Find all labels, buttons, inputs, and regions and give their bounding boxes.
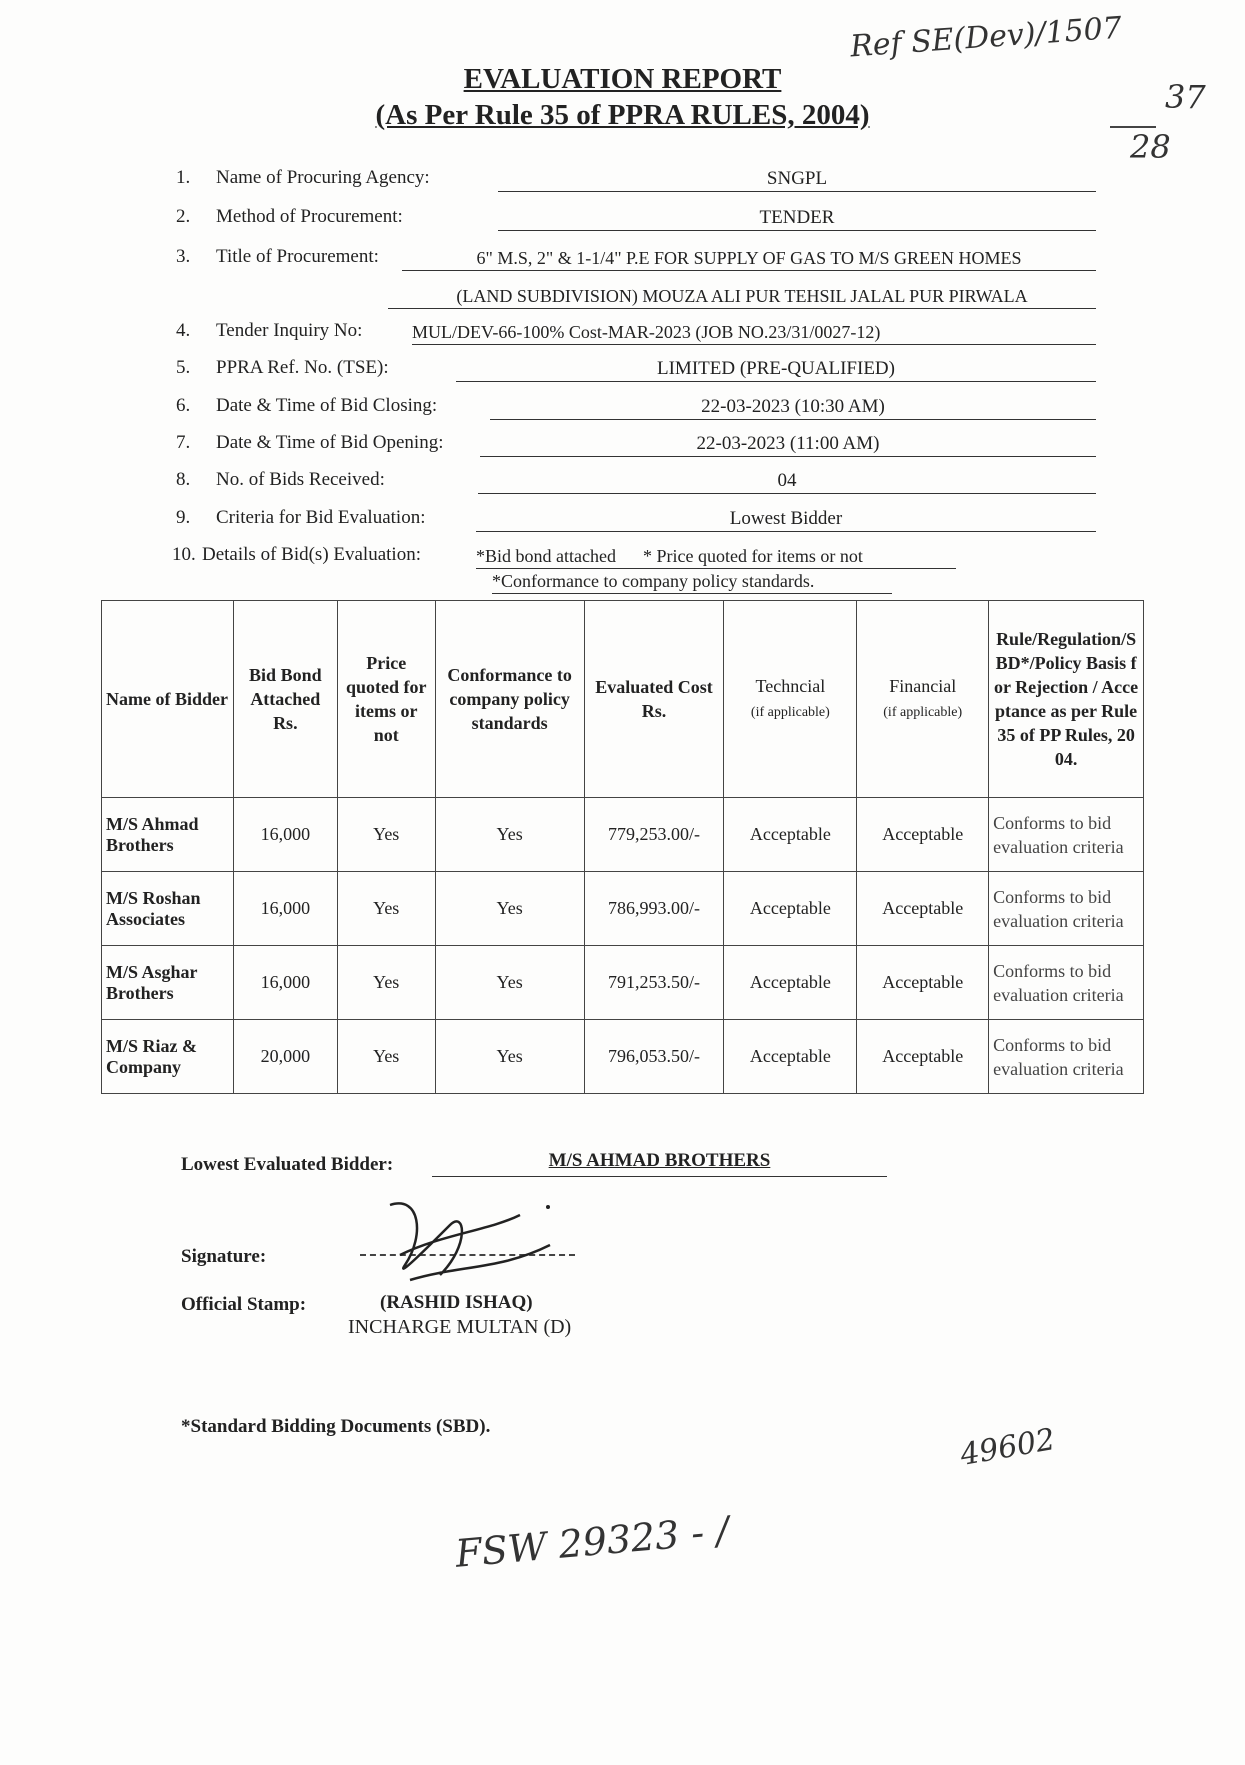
report-title: EVALUATION REPORT: [463, 63, 782, 95]
bid-bond: 16,000: [233, 872, 337, 946]
table-row: [102, 798, 1144, 872]
header-financial-sub: (if applicable): [883, 704, 963, 720]
basis: Conforms to bid evaluation criteria: [989, 1020, 1144, 1094]
field-ppra-ref-no: [176, 357, 1096, 389]
header-technical-label: Techncial: [755, 675, 826, 696]
field-value-continued: (LAND SUBDIVISION) MOUZA ALI PUR TEHSIL JALAL PUR PIRWALA: [388, 284, 1096, 309]
lowest-bidder-label: Lowest Evaluated Bidder:: [181, 1154, 394, 1175]
table-header-row: [102, 601, 1144, 798]
evaluated-cost: 786,993.00/-: [584, 872, 724, 946]
price-quoted: Yes: [337, 798, 435, 872]
field-tender-inquiry-no: [176, 320, 1096, 352]
signer-name: (RASHID ISHAQ): [380, 1292, 533, 1313]
header-evaluated-cost: Evaluated Cost Rs.: [584, 601, 724, 798]
field-label: PPRA Ref. No. (TSE):: [216, 357, 389, 378]
field-value: 04: [478, 469, 1096, 494]
field-value: SNGPL: [498, 167, 1096, 192]
bid-bond: 20,000: [233, 1020, 337, 1094]
header-technical: [724, 601, 857, 798]
handwritten-note-bottom: FSW 29323 - /: [453, 1508, 731, 1576]
conformance: Yes: [435, 1020, 584, 1094]
basis: Conforms to bid evaluation criteria: [989, 946, 1144, 1020]
field-number: 10.: [172, 544, 196, 565]
field-value: *Bid bond attached * Price quoted for items or not: [476, 544, 956, 569]
bid-bond: 16,000: [233, 798, 337, 872]
basis: Conforms to bid evaluation criteria: [989, 872, 1144, 946]
evaluated-cost: 796,053.50/-: [584, 1020, 724, 1094]
field-value: 22-03-2023 (11:00 AM): [480, 432, 1096, 457]
price-quoted: Yes: [337, 872, 435, 946]
price-quoted: Yes: [337, 1020, 435, 1094]
financial: Acceptable: [857, 798, 989, 872]
field-bids-received: [176, 469, 1096, 501]
header-financial-label: Financial: [889, 675, 957, 696]
header-price-quoted: Price quoted for items or not: [337, 601, 435, 798]
field-procuring-agency: [176, 167, 1096, 199]
field-value: Lowest Bidder: [476, 507, 1096, 532]
field-value-continued: *Conformance to company policy standards.: [492, 569, 892, 594]
lowest-bidder-value: M/S AHMAD BROTHERS: [432, 1150, 887, 1177]
header-name-of-bidder: Name of Bidder: [102, 601, 234, 798]
financial: Acceptable: [857, 946, 989, 1020]
financial: Acceptable: [857, 872, 989, 946]
bidder-name: M/S Riaz & Company: [102, 1020, 234, 1094]
field-label: No. of Bids Received:: [216, 469, 385, 490]
signature-label: Signature:: [181, 1246, 267, 1267]
field-number: 9.: [176, 507, 191, 528]
evaluated-cost: 791,253.50/-: [584, 946, 724, 1020]
table-row: [102, 872, 1144, 946]
field-bid-opening: [176, 432, 1096, 464]
field-value: 22-03-2023 (10:30 AM): [490, 395, 1096, 420]
field-number: 8.: [176, 469, 191, 490]
field-method-of-procurement: [176, 206, 1096, 238]
technical: Acceptable: [724, 946, 857, 1020]
field-value: LIMITED (PRE-QUALIFIED): [456, 357, 1096, 382]
handwritten-reference: Ref SE(Dev)/1507: [849, 10, 1123, 65]
handwritten-page-number-bottom: 28: [1130, 128, 1171, 166]
field-number: 2.: [176, 206, 191, 227]
table-row: [102, 946, 1144, 1020]
field-label: Title of Procurement:: [216, 246, 379, 267]
field-value: 6" M.S, 2" & 1-1/4" P.E FOR SUPPLY OF GAS TO M/S GREEN HOMES: [402, 246, 1096, 271]
header-basis: Rule/Regulation/SBD*/Policy Basis for Rejection / Acceptance as per Rule 35 of PP Rules, 2004.: [989, 601, 1144, 798]
field-number: 5.: [176, 357, 191, 378]
field-label: Date & Time of Bid Closing:: [216, 395, 438, 416]
bid-evaluation-table: [101, 600, 1144, 1094]
field-label: Name of Procuring Agency:: [216, 167, 430, 188]
report-subtitle: (As Per Rule 35 of PPRA RULES, 2004): [375, 99, 870, 131]
price-quoted: Yes: [337, 946, 435, 1020]
bid-bond: 16,000: [233, 946, 337, 1020]
basis: Conforms to bid evaluation criteria: [989, 798, 1144, 872]
evaluated-cost: 779,253.00/-: [584, 798, 724, 872]
field-number: 1.: [176, 167, 191, 188]
conformance: Yes: [435, 946, 584, 1020]
signer-title: INCHARGE MULTAN (D): [348, 1316, 572, 1338]
field-value: TENDER: [498, 206, 1096, 231]
technical: Acceptable: [724, 798, 857, 872]
technical: Acceptable: [724, 872, 857, 946]
bidder-name: M/S Ahmad Brothers: [102, 798, 234, 872]
bidder-name: M/S Asghar Brothers: [102, 946, 234, 1020]
official-stamp-label: Official Stamp:: [181, 1294, 307, 1315]
field-value: MUL/DEV-66-100% Cost-MAR-2023 (JOB NO.23/31/0027-12): [412, 320, 1096, 345]
header-financial: [857, 601, 989, 798]
sbd-note: *Standard Bidding Documents (SBD).: [181, 1416, 491, 1437]
field-label: Criteria for Bid Evaluation:: [216, 507, 426, 528]
field-number: 4.: [176, 320, 191, 341]
header-bid-bond: Bid Bond Attached Rs.: [233, 601, 337, 798]
field-title-of-procurement: [176, 246, 1096, 316]
technical: Acceptable: [724, 1020, 857, 1094]
field-criteria-for-evaluation: [176, 507, 1096, 539]
field-details-of-evaluation: [172, 544, 1092, 600]
conformance: Yes: [435, 872, 584, 946]
signature-scribble: [370, 1185, 570, 1295]
field-label: Tender Inquiry No:: [216, 320, 363, 341]
field-label: Details of Bid(s) Evaluation:: [202, 544, 421, 565]
field-label: Date & Time of Bid Opening:: [216, 432, 444, 453]
field-number: 6.: [176, 395, 191, 416]
field-label: Method of Procurement:: [216, 206, 403, 227]
field-bid-closing: [176, 395, 1096, 427]
bidder-name: M/S Roshan Associates: [102, 872, 234, 946]
handwritten-page-number-top: 37: [1165, 78, 1206, 116]
header-technical-sub: (if applicable): [750, 704, 830, 720]
field-number: 3.: [176, 246, 191, 267]
field-number: 7.: [176, 432, 191, 453]
financial: Acceptable: [857, 1020, 989, 1094]
table-row: [102, 1020, 1144, 1094]
conformance: Yes: [435, 798, 584, 872]
handwritten-note-right: 49602: [957, 1421, 1058, 1474]
header-conformance: Conformance to company policy standards: [435, 601, 584, 798]
